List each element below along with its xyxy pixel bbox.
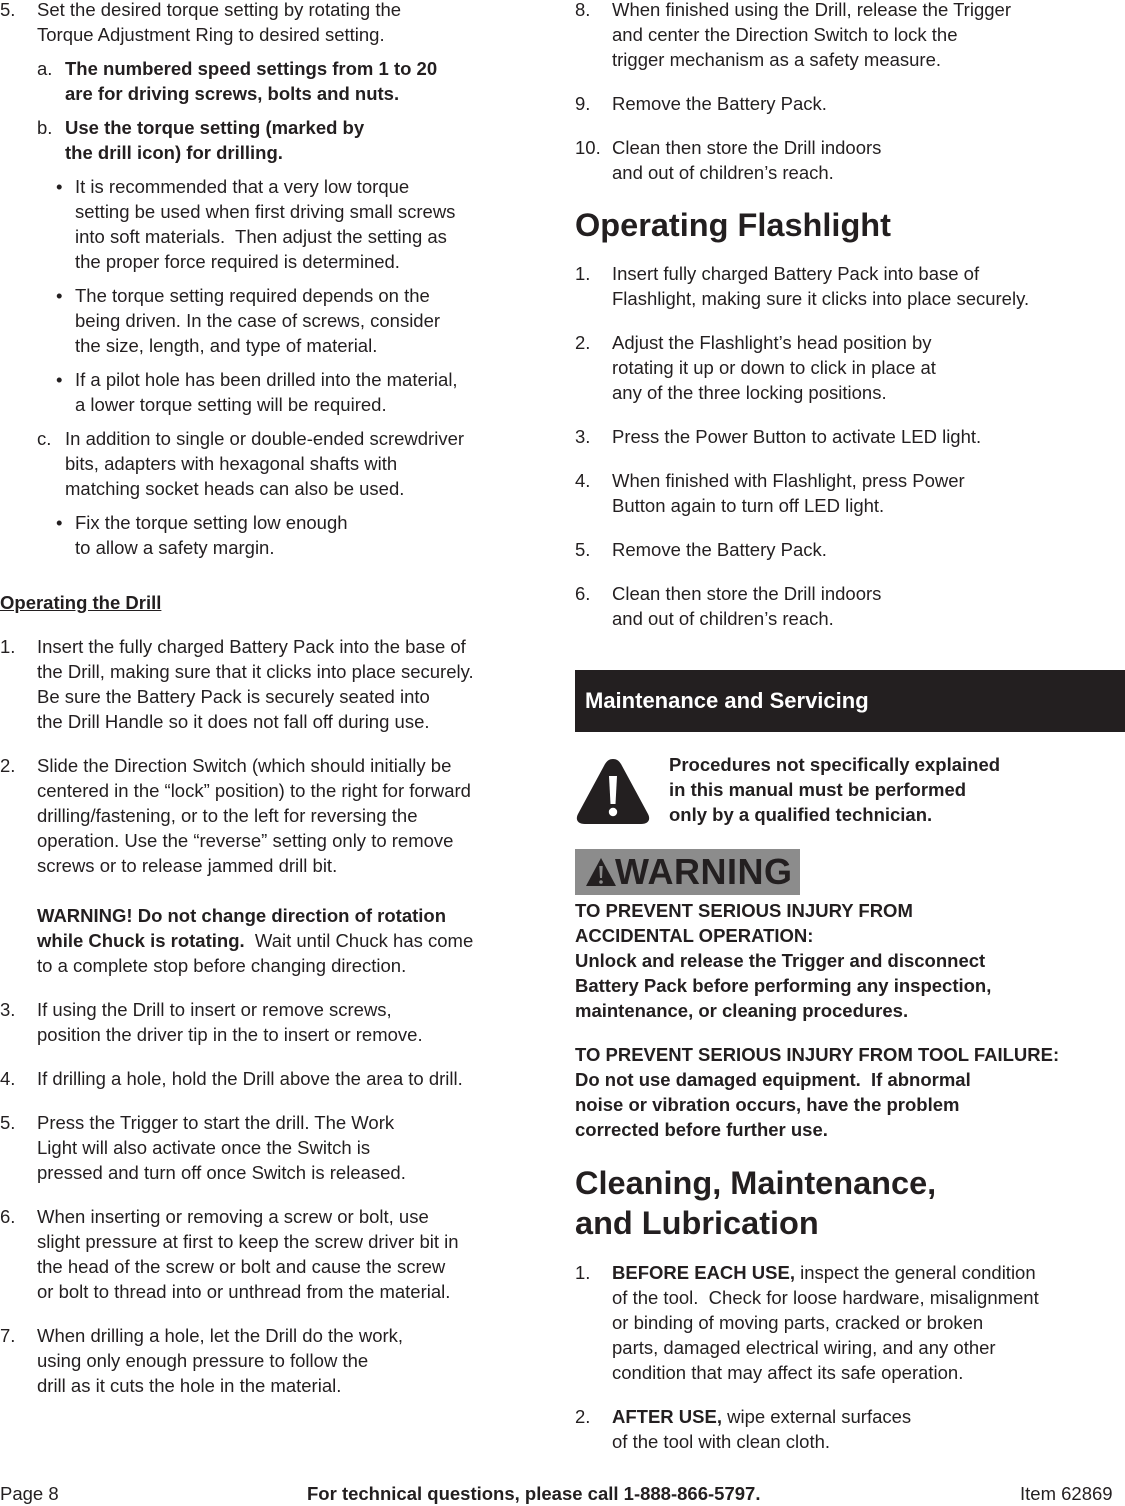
text-line: Use the torque setting (marked by bbox=[65, 117, 365, 138]
sub-label: a. bbox=[37, 58, 53, 79]
text-line: Do not use damaged equipment. If abnormal bbox=[575, 1069, 971, 1090]
warning-text: while Chuck is rotating. bbox=[37, 930, 245, 951]
step-number: 5. bbox=[0, 0, 16, 20]
heading-line: Cleaning, Maintenance, bbox=[575, 1165, 937, 1201]
text-line: Unlock and release the Trigger and disconnect bbox=[575, 950, 986, 971]
step-number: 10. bbox=[575, 137, 601, 158]
warning-triangle-icon bbox=[585, 857, 617, 887]
caution-text bbox=[669, 752, 1000, 827]
text-line: and out of children’s reach. bbox=[612, 162, 834, 183]
list-item bbox=[0, 997, 540, 1047]
heading-line: and Lubrication bbox=[575, 1205, 819, 1241]
warning-badge bbox=[575, 849, 800, 895]
text-line: Fix the torque setting low enough bbox=[75, 512, 348, 533]
text-line: Remove the Battery Pack. bbox=[612, 539, 827, 560]
text-line: If a pilot hole has been drilled into the material, bbox=[75, 369, 458, 390]
text-line: the drill icon) for drilling. bbox=[65, 142, 283, 163]
sub-label: b. bbox=[37, 117, 53, 138]
list-item bbox=[575, 581, 1125, 631]
flashlight-heading: Operating Flashlight bbox=[575, 207, 891, 243]
text-line: bits, adapters with hexagonal shafts with bbox=[65, 453, 398, 474]
text-line: Torque Adjustment Ring to desired setting. bbox=[37, 24, 385, 45]
drill-steps-continued bbox=[575, 0, 1125, 185]
item-number: Item 62869 bbox=[1020, 1483, 1113, 1504]
list-item bbox=[575, 424, 1125, 449]
list-item bbox=[575, 91, 1125, 116]
step-number: 6. bbox=[575, 583, 591, 604]
text-line: or bolt to thread into or unthread from the material. bbox=[37, 1281, 451, 1302]
text-line: Clean then store the Drill indoors bbox=[612, 137, 882, 158]
emphasis-text: BEFORE EACH USE, bbox=[612, 1262, 795, 1283]
text-line: Insert fully charged Battery Pack into base of bbox=[612, 263, 980, 284]
warning-badge-label: WARNING bbox=[615, 851, 793, 892]
text-line: to allow a safety margin. bbox=[75, 537, 275, 558]
list-item bbox=[575, 1404, 1125, 1454]
list-item bbox=[575, 0, 1125, 72]
step-number: 5. bbox=[575, 539, 591, 560]
list-item bbox=[575, 330, 1125, 405]
step-number: 5. bbox=[0, 1112, 16, 1133]
list-item bbox=[0, 1323, 540, 1398]
text-line: Procedures not specifically explained bbox=[669, 754, 1001, 775]
text-line: noise or vibration occurs, have the problem bbox=[575, 1094, 960, 1115]
warning-text: WARNING! Do not change direction of rotation bbox=[37, 905, 447, 926]
text-line: any of the three locking positions. bbox=[612, 382, 887, 403]
step-number: 9. bbox=[575, 93, 591, 114]
list-item bbox=[575, 135, 1125, 185]
text-fragment: wipe external surfaces bbox=[721, 1406, 912, 1427]
step-number: 2. bbox=[575, 332, 591, 353]
text-line: Light will also activate once the Switch is bbox=[37, 1137, 371, 1158]
step-number: 1. bbox=[575, 1262, 591, 1283]
step-number: 4. bbox=[0, 1068, 16, 1089]
text-line: It is recommended that a very low torque bbox=[75, 176, 410, 197]
step-number: 3. bbox=[0, 999, 16, 1020]
text-line: parts, damaged electrical wiring, and any other bbox=[612, 1337, 996, 1358]
text-line: Flashlight, making sure it clicks into place securely. bbox=[612, 288, 1030, 309]
text-line: matching socket heads can also be used. bbox=[65, 478, 405, 499]
operating-drill-heading: Operating the Drill bbox=[0, 592, 162, 613]
list-item bbox=[0, 634, 540, 734]
text-line: into soft materials. Then adjust the setting as bbox=[75, 226, 447, 247]
step-number: 1. bbox=[575, 263, 591, 284]
text-line: Adjust the Flashlight’s head position by bbox=[612, 332, 932, 353]
text-line: of the tool with clean cloth. bbox=[612, 1431, 831, 1452]
text-line: operation. Use the “reverse” setting only to remove bbox=[37, 830, 454, 851]
text-line: Clean then store the Drill indoors bbox=[612, 583, 882, 604]
maintenance-section-bar: Maintenance and Servicing bbox=[575, 670, 1125, 732]
step-number: 1. bbox=[0, 636, 16, 657]
text-line: rotating it up or down to click in place at bbox=[612, 357, 936, 378]
text-line: When drilling a hole, let the Drill do the work, bbox=[37, 1325, 404, 1346]
sub-label: c. bbox=[37, 428, 52, 449]
step-number: 7. bbox=[0, 1325, 16, 1346]
text-line: ACCIDENTAL OPERATION: bbox=[575, 925, 814, 946]
text-line: When inserting or removing a screw or bolt, use bbox=[37, 1206, 429, 1227]
text-fragment: Wait until Chuck has come bbox=[244, 930, 474, 951]
text-line: TO PREVENT SERIOUS INJURY FROM bbox=[575, 900, 913, 921]
bullet-item: • If a pilot hole has been drilled into the material, a lower torque setting will be required. bbox=[0, 367, 540, 417]
step-number: 8. bbox=[575, 0, 591, 20]
step-number: 2. bbox=[0, 755, 16, 776]
text-line: being driven. In the case of screws, consider bbox=[75, 310, 441, 331]
list-item bbox=[0, 1110, 540, 1185]
text-line: to a complete stop before changing direction. bbox=[37, 955, 407, 976]
text-line: maintenance, or cleaning procedures. bbox=[575, 1000, 909, 1021]
text-line: the Drill, making sure that it clicks into place securely. bbox=[37, 661, 474, 682]
step-number: 4. bbox=[575, 470, 591, 491]
list-item bbox=[0, 1204, 540, 1304]
cleaning-steps bbox=[575, 1260, 1125, 1454]
exclamation-triangle-icon bbox=[575, 756, 651, 826]
cleaning-heading bbox=[575, 1163, 936, 1243]
text-line: in this manual must be performed bbox=[669, 779, 967, 800]
text-line: are for driving screws, bolts and nuts. bbox=[65, 83, 400, 104]
list-item bbox=[575, 1260, 1125, 1385]
text-line: trigger mechanism as a safety measure. bbox=[612, 49, 942, 70]
text-line: In addition to single or double-ended screwdriver bbox=[65, 428, 465, 449]
step-number: 2. bbox=[575, 1406, 591, 1427]
text-line: Slide the Direction Switch (which should initially be bbox=[37, 755, 452, 776]
emphasis-text: AFTER USE, bbox=[612, 1406, 722, 1427]
text-line: If drilling a hole, hold the Drill above the area to drill. bbox=[37, 1068, 463, 1089]
text-line: condition that may affect its safe operation. bbox=[612, 1362, 964, 1383]
text-line: The numbered speed settings from 1 to 20 bbox=[65, 58, 438, 79]
text-line: drilling/fastening, or to the left for reversing the bbox=[37, 805, 418, 826]
page-number: Page 8 bbox=[0, 1483, 59, 1504]
text-line: corrected before further use. bbox=[575, 1119, 828, 1140]
text-line: Battery Pack before performing any inspection, bbox=[575, 975, 992, 996]
torque-step bbox=[0, 0, 540, 560]
text-line: the size, length, and type of material. bbox=[75, 335, 378, 356]
bullet-item: • The torque setting required depends on the being driven. In the case of screws, consider the size, length, and type of material. bbox=[0, 283, 540, 358]
text-line: screws or to release jammed drill bit. bbox=[37, 855, 338, 876]
text-line: or binding of moving parts, cracked or broken bbox=[612, 1312, 984, 1333]
flashlight-steps bbox=[575, 261, 1125, 631]
text-line: the proper force required is determined. bbox=[75, 251, 400, 272]
step-number: 6. bbox=[0, 1206, 16, 1227]
text-line: and out of children’s reach. bbox=[612, 608, 834, 629]
text-line: Remove the Battery Pack. bbox=[612, 93, 827, 114]
text-line: When finished with Flashlight, press Power bbox=[612, 470, 965, 491]
text-line: Press the Power Button to activate LED light. bbox=[612, 426, 982, 447]
text-line: position the driver tip in the to insert or remove. bbox=[37, 1024, 423, 1045]
text-line: pressed and turn off once Switch is released. bbox=[37, 1162, 406, 1183]
warning-block bbox=[575, 1042, 1125, 1142]
text-line: Button again to turn off LED light. bbox=[612, 495, 885, 516]
text-line: Be sure the Battery Pack is securely seated into bbox=[37, 686, 430, 707]
text-line: setting be used when first driving small screws bbox=[75, 201, 456, 222]
bullet-item: • Fix the torque setting low enough to allow a safety margin. bbox=[0, 510, 540, 560]
text-line: TO PREVENT SERIOUS INJURY FROM TOOL FAILURE: bbox=[575, 1044, 1060, 1065]
bullet-item: • It is recommended that a very low torque setting be used when first driving small screws into soft materials. Then adjust the setting as the proper force required is determined. bbox=[0, 174, 540, 274]
text-line: Set the desired torque setting by rotating the bbox=[37, 0, 402, 20]
list-item bbox=[575, 261, 1125, 311]
list-item bbox=[0, 753, 540, 978]
text-line: centered in the “lock” position) to the right for forward bbox=[37, 780, 471, 801]
text-line: Press the Trigger to start the drill. The Work bbox=[37, 1112, 395, 1133]
text-line: If using the Drill to insert or remove screws, bbox=[37, 999, 392, 1020]
text-line: only by a qualified technician. bbox=[669, 804, 933, 825]
text-line: and center the Direction Switch to lock the bbox=[612, 24, 958, 45]
step-number: 3. bbox=[575, 426, 591, 447]
list-item bbox=[575, 468, 1125, 518]
list-item bbox=[0, 1066, 540, 1091]
text-line: Insert the fully charged Battery Pack into the base of bbox=[37, 636, 466, 657]
list-item bbox=[575, 537, 1125, 562]
text-line: using only enough pressure to follow the bbox=[37, 1350, 369, 1371]
text-line: When finished using the Drill, release the Trigger bbox=[612, 0, 1011, 20]
drill-steps bbox=[0, 634, 540, 1398]
support-line: For technical questions, please call 1-888-866-5797. bbox=[307, 1483, 761, 1504]
warning-block bbox=[575, 898, 1125, 1023]
text-line: the head of the screw or bolt and cause the screw bbox=[37, 1256, 446, 1277]
text-line: of the tool. Check for loose hardware, misalignment bbox=[612, 1287, 1039, 1308]
text-line: the Drill Handle so it does not fall off during use. bbox=[37, 711, 430, 732]
text-line: slight pressure at first to keep the screw driver bit in bbox=[37, 1231, 459, 1252]
text-line: The torque setting required depends on the bbox=[75, 285, 430, 306]
text-line: drill as it cuts the hole in the material. bbox=[37, 1375, 342, 1396]
text-fragment: inspect the general condition bbox=[794, 1262, 1036, 1283]
text-line: a lower torque setting will be required. bbox=[75, 394, 387, 415]
